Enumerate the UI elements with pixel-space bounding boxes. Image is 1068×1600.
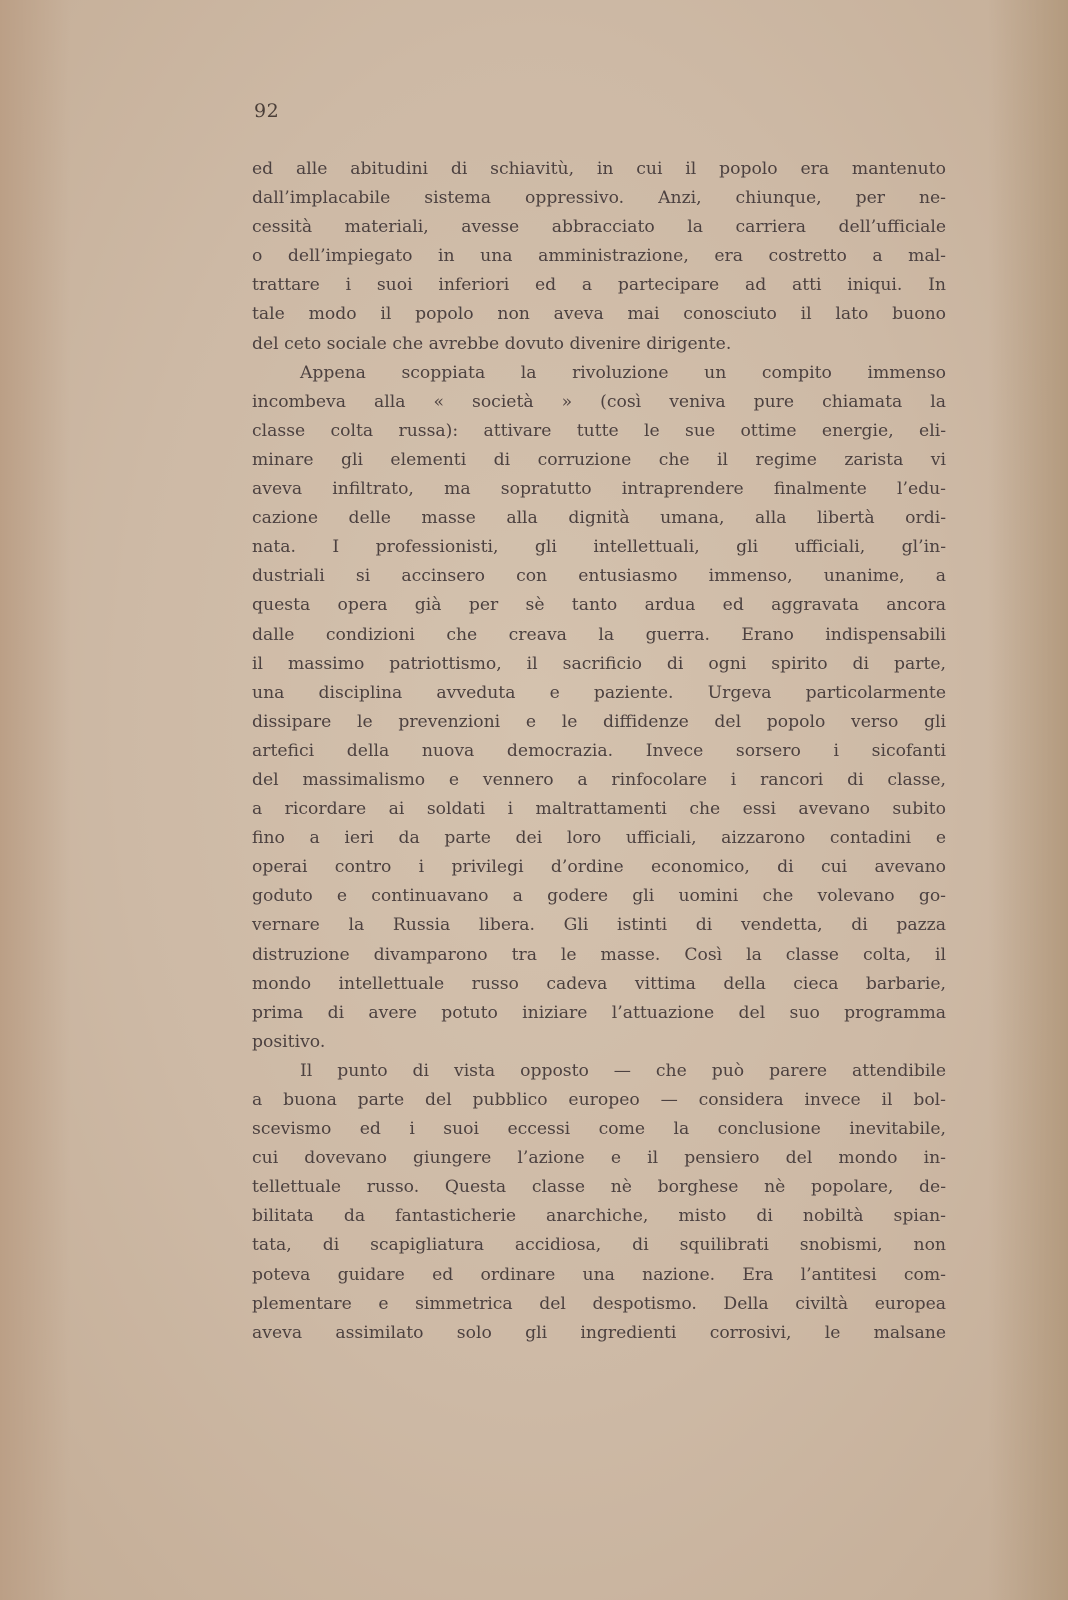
text-line: Appena scoppiata la rivoluzione un compito immenso (300, 362, 946, 383)
text-line: plementare e simmetrica del despotismo. Della civiltà europea (252, 1293, 946, 1314)
text-line: prima di avere potuto iniziare l’attuazione del suo programma (252, 1002, 946, 1023)
text-line: tata, di scapigliatura accidiosa, di squilibrati snobismi, non (252, 1235, 946, 1256)
text-line: tale modo il popolo non aveva mai conosciuto il lato buono (252, 304, 946, 325)
text-line: nata. I professionisti, gli intellettuali, gli ufficiali, gl’in- (252, 537, 946, 558)
text-line: minare gli elementi di corruzione che il regime zarista vi (252, 449, 946, 470)
text-line: aveva assimilato solo gli ingredienti corrosivi, le malsane (252, 1322, 946, 1343)
text-line: una disciplina avveduta e paziente. Urgeva particolarmente (252, 682, 946, 703)
text-line: ed alle abitudini di schiavitù, in cui il popolo era mantenuto (252, 159, 946, 179)
text-line: dissipare le prevenzioni e le diffidenze del popolo verso gli (252, 711, 946, 732)
page-edge-shadow-left (0, 0, 70, 1600)
text-line: del ceto sociale che avrebbe dovuto divenire dirigente. (252, 333, 732, 354)
text-line: cazione delle masse alla dignità umana, alla libertà ordi- (252, 508, 946, 529)
text-line: o dell’impiegato in una amministrazione, era costretto a mal- (252, 246, 946, 267)
text-line: dall’implacabile sistema oppressivo. Anzi, chiunque, per ne- (252, 188, 946, 209)
page-edge-shadow-right (988, 0, 1068, 1600)
text-line: il massimo patriottismo, il sacrificio di ogni spirito di parte, (252, 653, 946, 674)
text-line: vernare la Russia libera. Gli istinti di vendetta, di pazza (252, 915, 946, 936)
page-number: 92 (254, 100, 280, 122)
text-line: incombeva alla « società » (così veniva pure chiamata la (252, 391, 946, 412)
text-line: a ricordare ai soldati i maltrattamenti che essi avevano subito (252, 799, 946, 820)
text-line: distruzione divamparono tra le masse. Così la classe colta, il (252, 944, 946, 965)
text-line: operai contro i privilegi d’ordine economico, di cui avevano (252, 857, 946, 878)
text-line: cessità materiali, avesse abbracciato la carriera dell’ufficiale (252, 217, 946, 238)
text-line: cui dovevano giungere l’azione e il pensiero del mondo in- (252, 1148, 946, 1169)
text-line: a buona parte del pubblico europeo — considera invece il bol- (252, 1090, 946, 1110)
text-line: aveva infiltrato, ma sopratutto intraprendere finalmente l’edu- (252, 479, 946, 500)
text-line: fino a ieri da parte dei loro ufficiali, aizzarono contadini e (252, 828, 946, 849)
text-line: goduto e continuavano a godere gli uomini che volevano go- (252, 886, 946, 907)
text-line: scevismo ed i suoi eccessi come la conclusione inevitabile, (252, 1119, 946, 1140)
text-line: classe colta russa): attivare tutte le sue ottime energie, eli- (252, 420, 946, 441)
text-line: trattare i suoi inferiori ed a partecipare ad atti iniqui. In (252, 275, 946, 296)
text-line: tellettuale russo. Questa classe nè borghese nè popolare, de- (252, 1177, 946, 1198)
text-line: dustriali si accinsero con entusiasmo immenso, unanime, a (252, 566, 946, 587)
text-line: poteva guidare ed ordinare una nazione. Era l’antitesi com- (252, 1264, 946, 1285)
text-line: positivo. (252, 1031, 326, 1052)
text-line: artefici della nuova democrazia. Invece sorsero i sicofanti (252, 740, 946, 761)
text-line: questa opera già per sè tanto ardua ed aggravata ancora (252, 595, 946, 616)
text-line: del massimalismo e vennero a rinfocolare i rancori di classe, (252, 769, 946, 790)
text-line: dalle condizioni che creava la guerra. Erano indispensabili (252, 624, 946, 645)
text-line: Il punto di vista opposto — che può parere attendibile (300, 1060, 946, 1081)
text-line: bilitata da fantasticherie anarchiche, misto di nobiltà spian- (252, 1206, 946, 1227)
text-line: mondo intellettuale russo cadeva vittima della cieca barbarie, (252, 973, 946, 994)
body-text (252, 155, 946, 1348)
